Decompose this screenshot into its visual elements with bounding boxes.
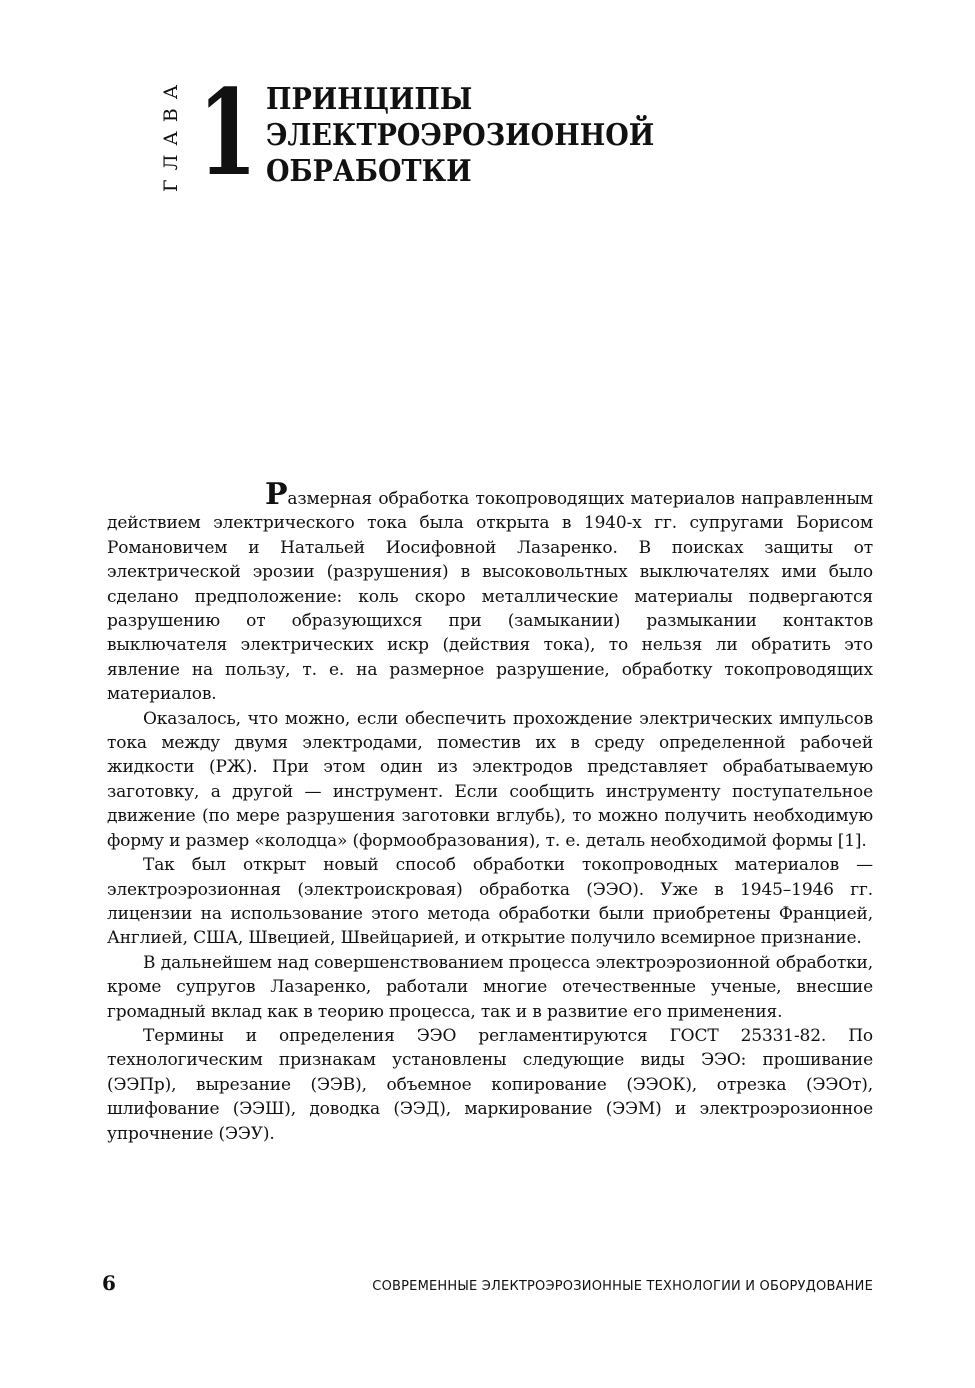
chapter-title-line: ЭЛЕКТРОЭРОЗИОННОЙ [266,118,655,153]
running-footer: СОВРЕМЕННЫЕ ЭЛЕКТРОЭРОЗИОННЫЕ ТЕХНОЛОГИИ И ОБОРУДОВАНИЕ [372,1279,873,1294]
chapter-number: 1 [198,63,258,202]
page-number: 6 [102,1271,116,1295]
chapter-title-line: ОБРАБОТКИ [266,154,472,189]
chapter-title [266,82,697,190]
paragraph: Термины и определения ЭЭО регламентируются ГОСТ 25331-82. По технологическим признакам установлены следующие виды ЭЭО: прошивание (ЭЭПр), вырезание (ЭЭВ), объемное копирование (ЭЭОК), отрезка (ЭЭОт), шлифование (ЭЭШ), доводка (ЭЭД), маркирование (ЭЭМ) и электроэрозионное упрочнение (ЭЭУ). [107,1025,873,1144]
chapter-label: ГЛАВА [160,75,182,192]
chapter-title-line: ПРИНЦИПЫ [266,82,473,117]
drop-cap: Р [265,477,288,512]
body-text [107,477,873,1146]
paragraph: В дальнейшем над совершенствованием процесса электроэрозионной обработки, кроме супругов Лазаренко, работали многие отечественные ученые, внесшие громадный вклад как в теорию процесса, так и в развитие его применения. [107,952,873,1022]
paragraph [107,477,873,707]
chapter-header [158,63,718,202]
paragraph: Оказалось, что можно, если обеспечить прохождение электрических импульсов тока между двумя электродами, поместив их в среду определенной рабочей жидкости (РЖ). При этом один из электродов представляет обрабатываемую заготовку, а другой — инструмент. Если сообщить инструменту поступательное движение (по мере разрушения заготовки вглубь), то можно получить необходимую форму и размер «колодца» (формообразования), т. е. деталь необходимой формы [1]. [107,708,873,851]
paragraph: Так был открыт новый способ обработки токопроводных материалов — электроэрозионная (электроискровая) обработка (ЭЭО). Уже в 1945–1946 гг. лицензии на использование этого метода обработки были приобретены Францией, Англией, США, Швецией, Швейцарией, и открытие получило всемирное признание. [107,855,873,949]
paragraph-text: азмерная обработка токопроводящих материалов направленным действием электрического тока была открыта в 1940-х гг. супругами Борисом Романовичем и Натальей Иосифовной Лазаренко. В поисках защиты от электрической эрозии (разрушения) в высоковольтных выключателях ими было сделано предположение: коль скоро металлические материалы подвергаются разрушению от образующихся при (замыкании) размыкании контактов выключателя электрических искр (действия тока), то нельзя ли обратить это явление на пользу, т. е. на размерное разрушение, обработку токопроводящих материалов. [107,489,873,705]
